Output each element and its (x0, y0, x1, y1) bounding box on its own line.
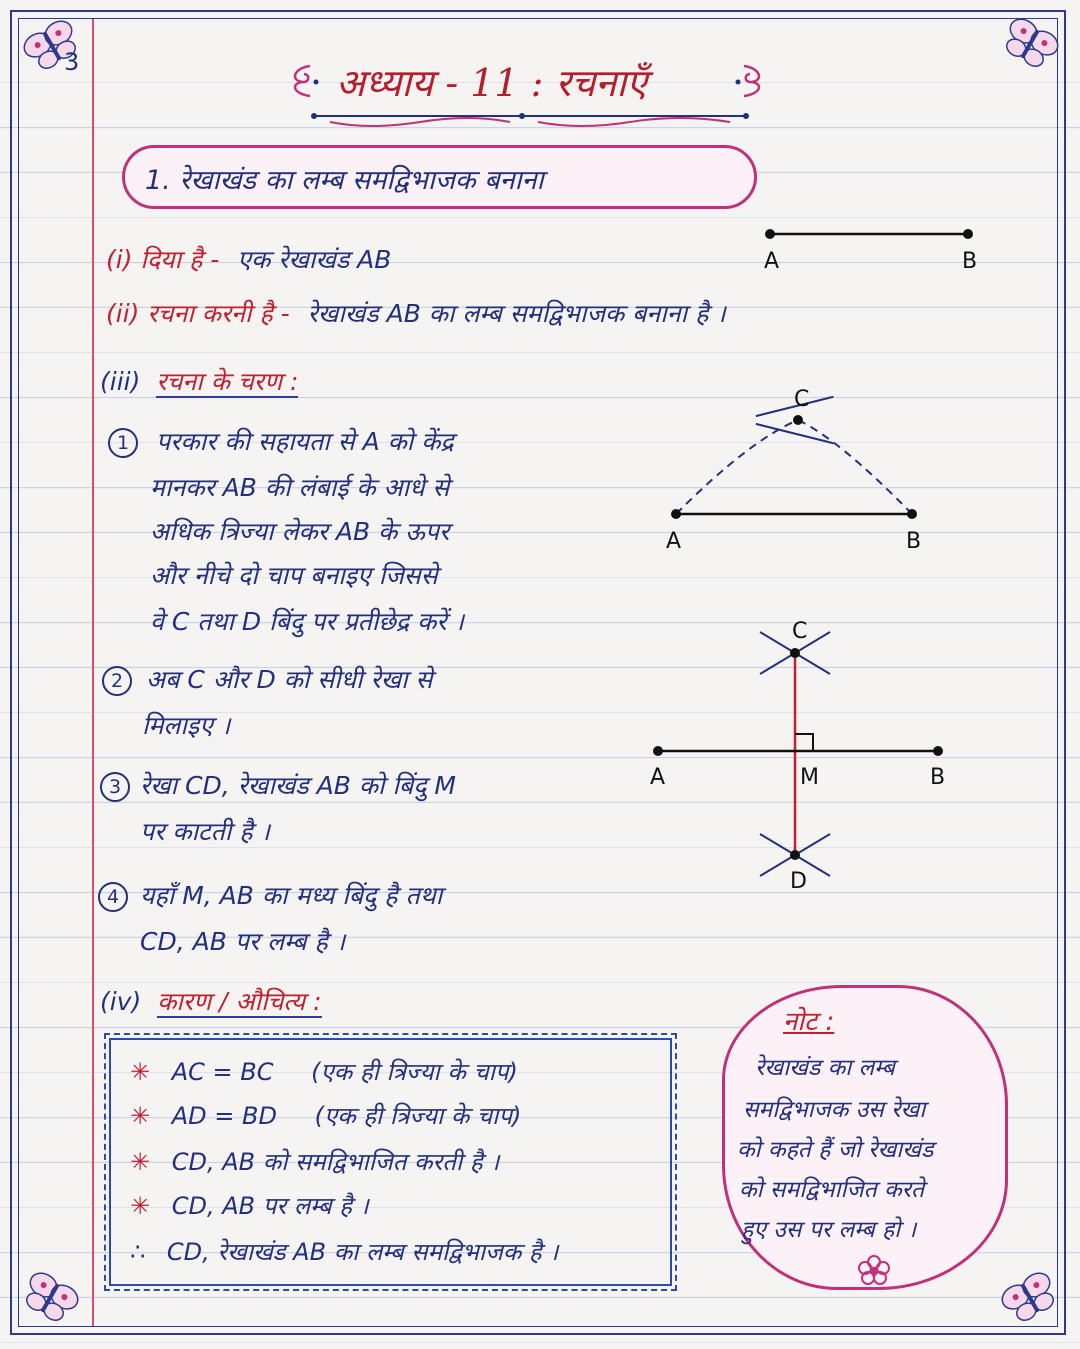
point-label-a: A (650, 765, 666, 790)
reason-text: AD = BD (171, 1102, 277, 1130)
construct-row (106, 296, 726, 330)
reason-text: AC = BC (171, 1058, 274, 1086)
title-underline-ornament (310, 108, 750, 130)
section-heading-box (122, 145, 757, 209)
steps-heading-num: (iii) (100, 367, 141, 396)
step-line: पर काटती है । (140, 817, 271, 846)
reason-row (130, 1055, 518, 1088)
reason-row (130, 1235, 558, 1268)
step-line: अधिक त्रिज्या लेकर AB के ऊपर (150, 517, 450, 546)
reason-heading-num: (iv) (100, 987, 142, 1016)
step-line: और नीचे दो चाप बनाइए जिससे (150, 561, 438, 590)
reason-text: CD, AB पर लम्ब है । (171, 1192, 369, 1220)
given-text: एक रेखाखंड AB (237, 245, 392, 274)
reason-marker: ✳ (130, 1192, 151, 1220)
point-label-d: D (790, 869, 807, 894)
note-line: रेखाखंड का लम्ब (755, 1055, 895, 1081)
steps-heading (100, 364, 298, 398)
butterfly-icon (998, 14, 1062, 74)
flower-icon (857, 1254, 891, 1286)
reason-note: (एक ही त्रिज्या के चाप) (311, 1058, 518, 1086)
reason-marker: ∴ (130, 1238, 146, 1266)
reason-row (130, 1099, 521, 1132)
reason-text: CD, AB को समद्विभाजित करती है । (171, 1148, 500, 1176)
step-line: CD, AB पर लम्ब है । (140, 927, 346, 956)
note-line: को कहते हैं जो रेखाखंड (737, 1137, 934, 1163)
point-label-a: A (764, 249, 780, 274)
step-number: 1 (108, 428, 138, 458)
swirl-ornament-icon (280, 58, 320, 102)
construct-label: (ii) रचना करनी है - (106, 299, 290, 328)
figure-segment-ab (750, 218, 990, 278)
point-label-b: B (906, 529, 922, 554)
point-label-c: C (792, 619, 808, 644)
step-line: मिलाइए । (142, 711, 231, 740)
step-line: रेखा CD, रेखाखंड AB को बिंदु M (140, 771, 456, 800)
reason-heading (100, 984, 322, 1018)
swirl-ornament-icon (734, 58, 774, 102)
point-label-m: M (800, 765, 819, 790)
point-label-a: A (666, 529, 682, 554)
reason-marker: ✳ (130, 1058, 151, 1086)
reason-heading-label: कारण / औचित्य : (157, 987, 322, 1016)
page-number: 3 (64, 48, 80, 76)
step-line: वे C तथा D बिंदु पर प्रतीछेद्र करें । (150, 607, 464, 636)
construct-text: रेखाखंड AB का लम्ब समद्विभाजक बनाना है । (307, 299, 726, 328)
reason-text: CD, रेखाखंड AB का लम्ब समद्विभाजक है । (166, 1238, 559, 1266)
reason-marker: ✳ (130, 1148, 151, 1176)
chapter-title: अध्याय - 11 : रचनाएँ (336, 61, 648, 105)
step-line: परकार की सहायता से A को केंद्र (156, 427, 454, 456)
reason-marker: ✳ (130, 1102, 151, 1130)
point-label-b: B (962, 249, 978, 274)
step-number: 4 (98, 882, 128, 912)
point-label-b: B (930, 765, 946, 790)
step-line: यहाँ M, AB का मध्य बिंदु है तथा (140, 881, 443, 910)
section-heading: 1. रेखाखंड का लम्ब समद्विभाजक बनाना (145, 165, 544, 196)
note-line: हुए उस पर लम्ब हो । (741, 1217, 917, 1243)
reason-row (130, 1189, 369, 1222)
figure-perpendicular-bisector (640, 610, 960, 900)
note-line: को समद्विभाजित करते (739, 1177, 925, 1203)
reason-row (130, 1145, 499, 1178)
step-line: अब C और D को सीधी रेखा से (146, 665, 433, 694)
steps-heading-label: रचना के चरण : (156, 367, 299, 396)
given-label: (i) दिया है - (106, 245, 220, 274)
figure-arcs-ab (650, 380, 950, 560)
step-number: 3 (100, 772, 130, 802)
point-label-c: C (794, 387, 810, 412)
given-row (106, 242, 391, 276)
note-line: समद्विभाजक उस रेखा (743, 1097, 926, 1123)
reason-note: (एक ही त्रिज्या के चाप) (314, 1102, 522, 1130)
step-line: मानकर AB की लंबाई के आधे से (150, 473, 450, 502)
butterfly-icon (18, 1268, 82, 1330)
butterfly-icon (998, 1268, 1062, 1330)
note-box (722, 985, 1008, 1290)
margin-line (92, 19, 94, 1326)
step-number: 2 (102, 666, 132, 696)
note-heading: नोट : (783, 1007, 835, 1037)
reason-box (104, 1033, 677, 1291)
